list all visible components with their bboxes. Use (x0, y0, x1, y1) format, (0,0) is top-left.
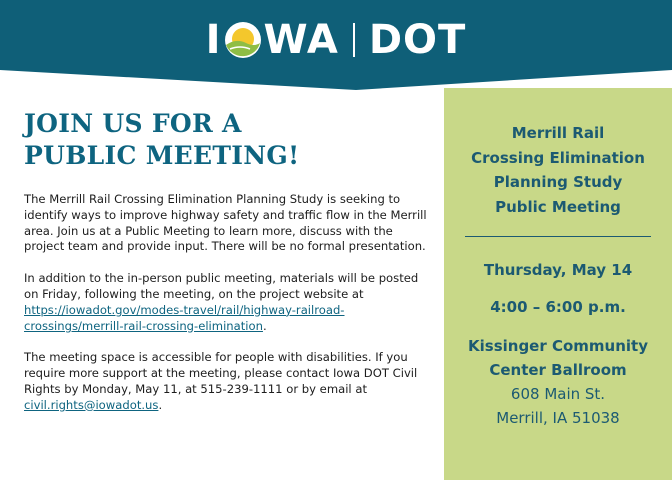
address-line-1: 608 Main St. (510, 385, 606, 403)
meeting-time: 4:00 – 6:00 p.m. (490, 298, 626, 316)
logo-letters-wa: WA (263, 17, 339, 63)
materials-text-end: . (262, 318, 267, 333)
address-line-2: Merrill, IA 51038 (496, 409, 620, 427)
materials-paragraph (24, 271, 429, 334)
iowa-dot-logo (0, 18, 672, 62)
meeting-location (444, 334, 672, 430)
venue-line-1: Kissinger Community (468, 337, 648, 355)
project-website-link[interactable]: https://iowadot.gov/modes-travel/rail/highway-railroad-crossings/merrill-rail-crossing-elimination (24, 302, 345, 333)
meeting-title-line-3: Planning Study (493, 173, 623, 191)
title-line-1: JOIN US FOR A (24, 109, 242, 138)
meeting-details-panel (444, 88, 672, 480)
intro-paragraph: The Merrill Rail Crossing Elimination Planning Study is seeking to identify ways to improve highway safety and traffic flow in the Merrill area. Join us at a Public Meeting to learn more, discuss with the project team and provide input. There will be no formal presentation. (24, 192, 427, 254)
title-line-2: PUBLIC MEETING! (24, 141, 300, 170)
meeting-title-line-2: Crossing Elimination (471, 148, 645, 167)
materials-text: In addition to the in-person public meeting, materials will be posted on Friday, following the meeting, on the project website at (24, 271, 419, 301)
logo-dot: DOT (368, 17, 467, 63)
accessibility-text-end: . (158, 397, 163, 412)
accessibility-text: The meeting space is accessible for people with disabilities. If you require more support at the meeting, please contact Iowa DOT Civil Rights by Monday, May 11, at 515-239-1111 or by email at (24, 350, 418, 396)
main-content (24, 108, 429, 414)
accessibility-paragraph (24, 350, 429, 413)
meeting-title (444, 121, 672, 219)
civil-rights-email-link[interactable]: civil.rights@iowadot.us (24, 397, 159, 412)
panel-divider (465, 236, 651, 237)
meeting-title-line-4: Public Meeting (495, 197, 621, 216)
header-banner (0, 0, 672, 90)
venue-line-2: Center Ballroom (489, 361, 627, 379)
meeting-title-line-1: Merrill Rail (511, 124, 605, 142)
page-title (24, 108, 429, 172)
sun-hills-icon (224, 21, 262, 59)
logo-letter-i: I (205, 17, 222, 63)
logo-divider (353, 23, 355, 57)
meeting-date: Thursday, May 14 (483, 261, 633, 279)
